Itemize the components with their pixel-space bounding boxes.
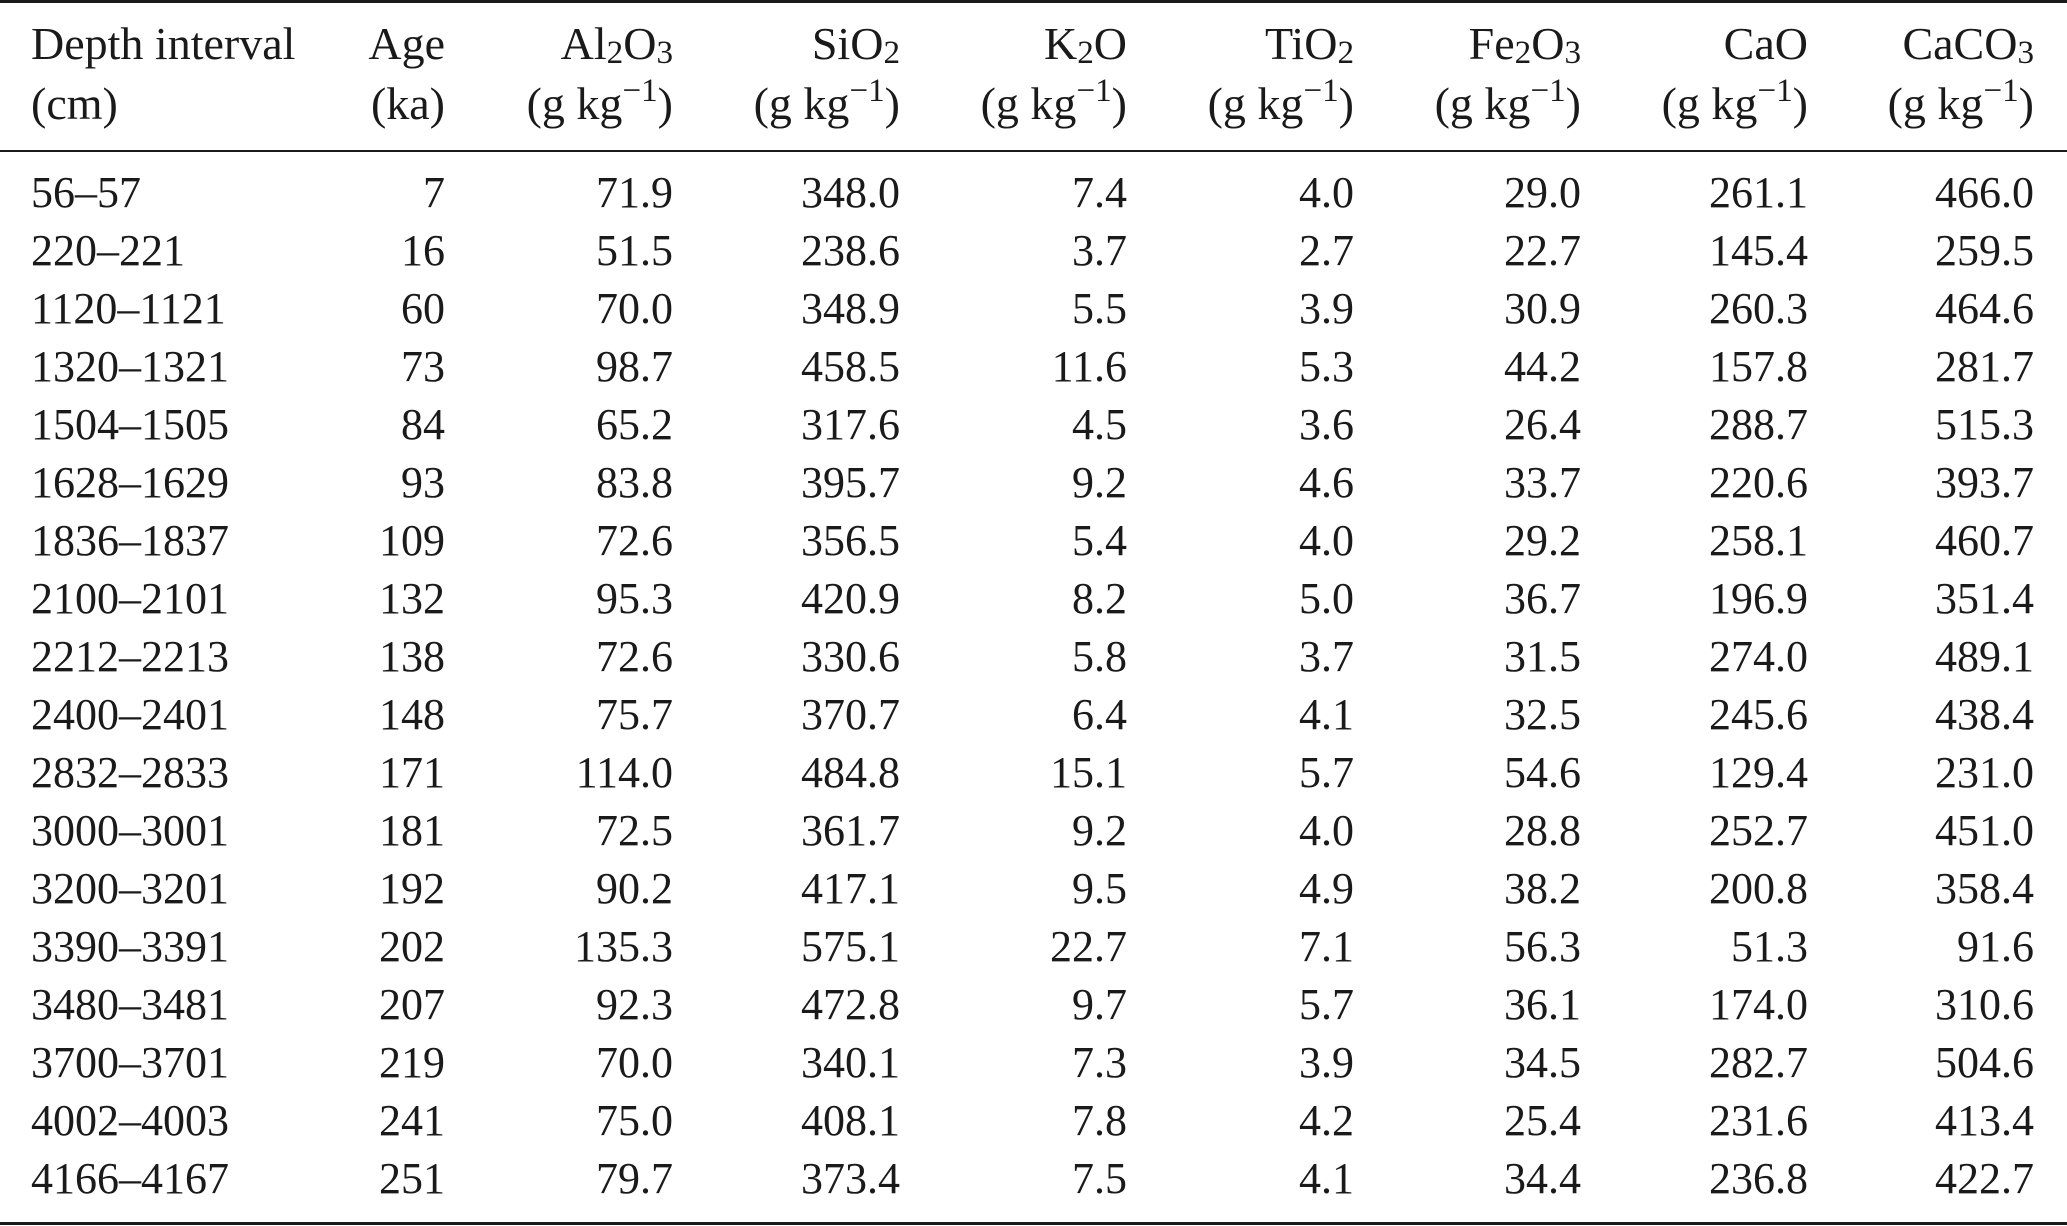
value-cell: 258.1 <box>1709 516 1808 565</box>
value-cell: 75.0 <box>596 1096 673 1145</box>
value-cell: 4.1 <box>1299 1154 1354 1203</box>
table-row <box>0 1092 2067 1150</box>
age-header-line1: Age <box>368 18 445 69</box>
value-cell: 317.6 <box>801 400 900 449</box>
value-cell: 460.7 <box>1935 516 2034 565</box>
value-cell: 422.7 <box>1935 1154 2034 1203</box>
value-cell: 7.4 <box>1072 168 1127 217</box>
value-cell: 261.1 <box>1709 168 1808 217</box>
value-cell: 260.3 <box>1709 284 1808 333</box>
value-cell: 129.4 <box>1709 748 1808 797</box>
fe2o3-header-formula: $Fe_2O_3$ <box>1468 18 1581 71</box>
value-cell: 236.8 <box>1709 1154 1808 1203</box>
value-cell: 65.2 <box>596 400 673 449</box>
value-cell: 75.7 <box>596 690 673 739</box>
depth-cell: 3700–3701 <box>31 1038 229 1087</box>
k2o-header-unit: (g $kg^{-1}$) <box>980 71 1127 129</box>
depth-cell: 1120–1121 <box>31 284 226 333</box>
table-body <box>0 152 2067 1208</box>
value-cell: 356.5 <box>801 516 900 565</box>
value-cell: 259.5 <box>1935 226 2034 275</box>
value-cell: 484.8 <box>801 748 900 797</box>
value-cell: 5.0 <box>1299 574 1354 623</box>
table-row <box>0 1034 2067 1092</box>
al2o3-header-formula: $Al_2O_3$ <box>560 18 673 71</box>
caco3-header-unit: (g $kg^{-1}$) <box>1887 71 2034 129</box>
value-cell: 245.6 <box>1709 690 1808 739</box>
depth-cell: 1628–1629 <box>31 458 229 507</box>
value-cell: 4.5 <box>1072 400 1127 449</box>
value-cell: 135.3 <box>574 922 673 971</box>
col-header-cao <box>1581 0 1808 152</box>
value-cell: 92.3 <box>596 980 673 1029</box>
col-header-caco3 <box>1808 0 2067 152</box>
value-cell: 33.7 <box>1504 458 1581 507</box>
value-cell: 132 <box>379 574 445 623</box>
value-cell: 464.6 <box>1935 284 2034 333</box>
depth-cell: 4166–4167 <box>31 1154 229 1203</box>
col-header-k2o <box>900 0 1127 152</box>
tio2-header-unit: (g $kg^{-1}$) <box>1207 71 1354 129</box>
value-cell: 22.7 <box>1050 922 1127 971</box>
value-cell: 44.2 <box>1504 342 1581 391</box>
value-cell: 9.5 <box>1072 864 1127 913</box>
table-row <box>0 860 2067 918</box>
value-cell: 4.2 <box>1299 1096 1354 1145</box>
value-cell: 340.1 <box>801 1038 900 1087</box>
value-cell: 420.9 <box>801 574 900 623</box>
value-cell: 241 <box>379 1096 445 1145</box>
value-cell: 34.5 <box>1504 1038 1581 1087</box>
depth-cell: 2100–2101 <box>31 574 229 623</box>
value-cell: 4.1 <box>1299 690 1354 739</box>
depth-cell: 2832–2833 <box>31 748 229 797</box>
col-header-age <box>330 0 445 152</box>
table-row <box>0 802 2067 860</box>
value-cell: 138 <box>379 632 445 681</box>
value-cell: 348.9 <box>801 284 900 333</box>
value-cell: 466.0 <box>1935 168 2034 217</box>
value-cell: 34.4 <box>1504 1154 1581 1203</box>
table-row <box>0 628 2067 686</box>
table-row <box>0 570 2067 628</box>
value-cell: 348.0 <box>801 168 900 217</box>
depth-cell: 4002–4003 <box>31 1096 229 1145</box>
depth-cell: 3480–3481 <box>31 980 229 1029</box>
value-cell: 219 <box>379 1038 445 1087</box>
table-row <box>0 338 2067 396</box>
table-row <box>0 396 2067 454</box>
depth-cell: 220–221 <box>31 226 185 275</box>
col-header-tio2 <box>1127 0 1354 152</box>
col-header-sio2 <box>673 0 900 152</box>
value-cell: 413.4 <box>1935 1096 2034 1145</box>
value-cell: 51.3 <box>1731 922 1808 971</box>
value-cell: 70.0 <box>596 284 673 333</box>
value-cell: 472.8 <box>801 980 900 1029</box>
depth-cell: 3390–3391 <box>31 922 229 971</box>
value-cell: 5.4 <box>1072 516 1127 565</box>
value-cell: 38.2 <box>1504 864 1581 913</box>
value-cell: 7.8 <box>1072 1096 1127 1145</box>
age-header-line2: (ka) <box>370 78 445 129</box>
value-cell: 56.3 <box>1504 922 1581 971</box>
value-cell: 3.7 <box>1072 226 1127 275</box>
value-cell: 361.7 <box>801 806 900 855</box>
value-cell: 83.8 <box>596 458 673 507</box>
value-cell: 3.7 <box>1299 632 1354 681</box>
value-cell: 3.6 <box>1299 400 1354 449</box>
value-cell: 231.6 <box>1709 1096 1808 1145</box>
cao-header-formula: CaO <box>1723 18 1808 69</box>
value-cell: 11.6 <box>1051 342 1127 391</box>
table-row <box>0 976 2067 1034</box>
value-cell: 220.6 <box>1709 458 1808 507</box>
depth-cell: 3200–3201 <box>31 864 229 913</box>
value-cell: 9.7 <box>1072 980 1127 1029</box>
value-cell: 31.5 <box>1504 632 1581 681</box>
value-cell: 274.0 <box>1709 632 1808 681</box>
value-cell: 192 <box>379 864 445 913</box>
col-header-depth <box>0 0 330 152</box>
value-cell: 489.1 <box>1935 632 2034 681</box>
value-cell: 7 <box>423 168 445 217</box>
value-cell: 72.6 <box>596 516 673 565</box>
value-cell: 7.1 <box>1299 922 1354 971</box>
value-cell: 351.4 <box>1935 574 2034 623</box>
value-cell: 15.1 <box>1050 748 1127 797</box>
value-cell: 282.7 <box>1709 1038 1808 1087</box>
table-row <box>0 918 2067 976</box>
value-cell: 114.0 <box>575 748 673 797</box>
value-cell: 5.8 <box>1072 632 1127 681</box>
value-cell: 451.0 <box>1935 806 2034 855</box>
value-cell: 9.2 <box>1072 806 1127 855</box>
depth-cell: 1504–1505 <box>31 400 229 449</box>
depth-cell: 1320–1321 <box>31 342 229 391</box>
value-cell: 84 <box>401 400 445 449</box>
value-cell: 358.4 <box>1935 864 2034 913</box>
k2o-header-formula: $K_2O$ <box>1043 18 1127 71</box>
value-cell: 71.9 <box>596 168 673 217</box>
value-cell: 238.6 <box>801 226 900 275</box>
depth-cell: 56–57 <box>31 168 141 217</box>
value-cell: 26.4 <box>1504 400 1581 449</box>
value-cell: 90.2 <box>596 864 673 913</box>
depth-header-line1: Depth interval <box>31 18 296 69</box>
value-cell: 28.8 <box>1504 806 1581 855</box>
al2o3-header-unit: (g $kg^{-1}$) <box>526 71 673 129</box>
col-header-fe2o3 <box>1354 0 1581 152</box>
depth-cell: 1836–1837 <box>31 516 229 565</box>
value-cell: 145.4 <box>1709 226 1808 275</box>
value-cell: 5.5 <box>1072 284 1127 333</box>
depth-cell: 2400–2401 <box>31 690 229 739</box>
value-cell: 330.6 <box>801 632 900 681</box>
value-cell: 98.7 <box>596 342 673 391</box>
depth-cell: 3000–3001 <box>31 806 229 855</box>
value-cell: 181 <box>379 806 445 855</box>
value-cell: 22.7 <box>1504 226 1581 275</box>
depth-cell: 2212–2213 <box>31 632 229 681</box>
value-cell: 93 <box>401 458 445 507</box>
value-cell: 2.7 <box>1299 226 1354 275</box>
value-cell: 4.0 <box>1299 806 1354 855</box>
bottom-rule <box>0 1222 2067 1225</box>
value-cell: 174.0 <box>1709 980 1808 1029</box>
value-cell: 157.8 <box>1709 342 1808 391</box>
value-cell: 36.7 <box>1504 574 1581 623</box>
value-cell: 5.7 <box>1299 748 1354 797</box>
value-cell: 9.2 <box>1072 458 1127 507</box>
value-cell: 54.6 <box>1504 748 1581 797</box>
value-cell: 29.2 <box>1504 516 1581 565</box>
table-row <box>0 280 2067 338</box>
value-cell: 458.5 <box>801 342 900 391</box>
table-row <box>0 222 2067 280</box>
value-cell: 207 <box>379 980 445 1029</box>
value-cell: 29.0 <box>1504 168 1581 217</box>
header-row <box>0 0 2067 152</box>
value-cell: 4.0 <box>1299 516 1354 565</box>
value-cell: 200.8 <box>1709 864 1808 913</box>
value-cell: 310.6 <box>1935 980 2034 1029</box>
value-cell: 231.0 <box>1935 748 2034 797</box>
value-cell: 202 <box>379 922 445 971</box>
value-cell: 79.7 <box>596 1154 673 1203</box>
value-cell: 95.3 <box>596 574 673 623</box>
value-cell: 373.4 <box>801 1154 900 1203</box>
value-cell: 148 <box>379 690 445 739</box>
value-cell: 252.7 <box>1709 806 1808 855</box>
value-cell: 6.4 <box>1072 690 1127 739</box>
value-cell: 3.9 <box>1299 284 1354 333</box>
value-cell: 417.1 <box>801 864 900 913</box>
value-cell: 575.1 <box>801 922 900 971</box>
table-row <box>0 454 2067 512</box>
value-cell: 196.9 <box>1709 574 1808 623</box>
sio2-header-formula: SiO$_2$ <box>811 18 900 71</box>
value-cell: 281.7 <box>1935 342 2034 391</box>
value-cell: 73 <box>401 342 445 391</box>
value-cell: 8.2 <box>1072 574 1127 623</box>
depth-header-line2: (cm) <box>31 78 118 129</box>
value-cell: 515.3 <box>1935 400 2034 449</box>
value-cell: 51.5 <box>596 226 673 275</box>
value-cell: 91.6 <box>1957 922 2034 971</box>
value-cell: 109 <box>379 516 445 565</box>
value-cell: 3.9 <box>1299 1038 1354 1087</box>
table-row <box>0 1150 2067 1208</box>
value-cell: 395.7 <box>801 458 900 507</box>
value-cell: 16 <box>401 226 445 275</box>
value-cell: 30.9 <box>1504 284 1581 333</box>
value-cell: 504.6 <box>1935 1038 2034 1087</box>
value-cell: 32.5 <box>1504 690 1581 739</box>
value-cell: 36.1 <box>1504 980 1581 1029</box>
value-cell: 7.3 <box>1072 1038 1127 1087</box>
col-header-al2o3 <box>445 0 673 152</box>
tio2-header-formula: TiO$_2$ <box>1264 18 1354 71</box>
table-row <box>0 744 2067 802</box>
value-cell: 171 <box>379 748 445 797</box>
value-cell: 4.9 <box>1299 864 1354 913</box>
fe2o3-header-unit: (g $kg^{-1}$) <box>1434 71 1581 129</box>
value-cell: 251 <box>379 1154 445 1203</box>
value-cell: 5.3 <box>1299 342 1354 391</box>
table-row <box>0 686 2067 744</box>
value-cell: 70.0 <box>596 1038 673 1087</box>
value-cell: 438.4 <box>1935 690 2034 739</box>
value-cell: 60 <box>401 284 445 333</box>
value-cell: 370.7 <box>801 690 900 739</box>
value-cell: 72.5 <box>596 806 673 855</box>
value-cell: 7.5 <box>1072 1154 1127 1203</box>
value-cell: 408.1 <box>801 1096 900 1145</box>
caco3-header-formula: CaCO$_3$ <box>1902 18 2034 71</box>
value-cell: 72.6 <box>596 632 673 681</box>
value-cell: 4.6 <box>1299 458 1354 507</box>
cao-header-unit: (g $kg^{-1}$) <box>1661 71 1808 129</box>
table-row <box>0 152 2067 222</box>
value-cell: 5.7 <box>1299 980 1354 1029</box>
table-row <box>0 512 2067 570</box>
value-cell: 393.7 <box>1935 458 2034 507</box>
value-cell: 4.0 <box>1299 168 1354 217</box>
value-cell: 288.7 <box>1709 400 1808 449</box>
value-cell: 25.4 <box>1504 1096 1581 1145</box>
sio2-header-unit: (g $kg^{-1}$) <box>753 71 900 129</box>
